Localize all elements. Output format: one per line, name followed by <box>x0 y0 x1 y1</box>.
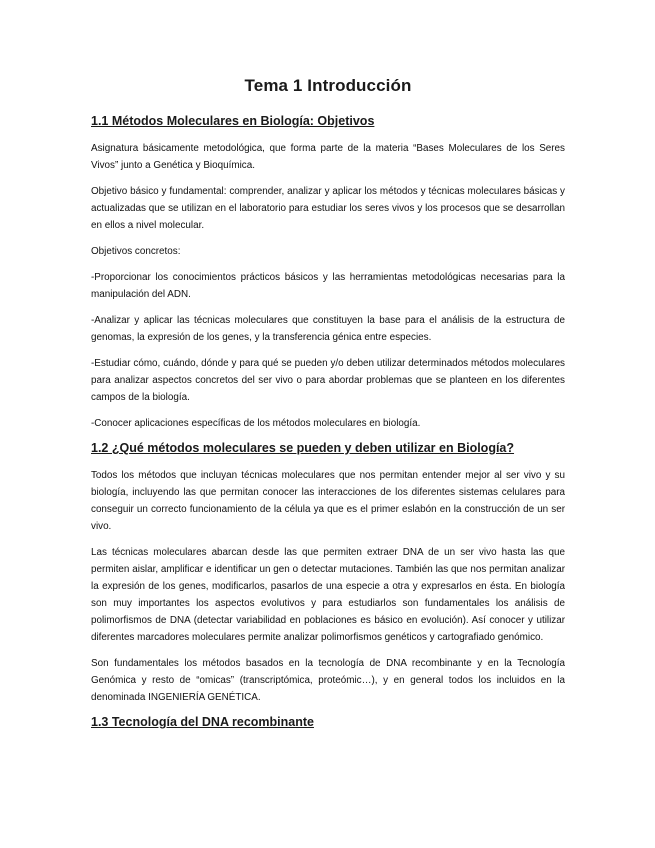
paragraph: Todos los métodos que incluyan técnicas moleculares que nos permitan entender mejor al ser vivo y su biología, incluyendo las que permitan conocer las interacciones de los diferentes sistemas celulares para conseguir un correcto funcionamiento de la célula ya que es el primer eslabón en la construcción de un ser vivo. <box>91 470 565 532</box>
paragraph: Asignatura básicamente metodológica, que forma parte de la materia “Bases Moleculares de los Seres Vivos” junto a Genética y Bioquímica. <box>91 143 565 171</box>
paragraph: Objetivos concretos: <box>91 246 181 257</box>
section-heading: 1.2 ¿Qué métodos moleculares se pueden y deben utilizar en Biología? <box>91 441 515 455</box>
paragraph: -Proporcionar los conocimientos prácticos básicos y las herramientas metodológicas necesarias para la manipulación del ADN. <box>91 272 565 300</box>
paragraph: -Analizar y aplicar las técnicas moleculares que constituyen la base para el análisis de la estructura de genomas, la expresión de los genes, y la transferencia génica entre especies. <box>91 315 565 343</box>
paragraph: -Conocer aplicaciones específicas de los métodos moleculares en biología. <box>91 418 421 429</box>
section-3 <box>91 715 565 729</box>
paragraph: -Estudiar cómo, cuándo, dónde y para qué se pueden y/o deben utilizar determinados métodos moleculares para analizar aspectos concretos del ser vivo o para abordar problemas que se planteen en los diferentes campos de la biología. <box>91 358 565 403</box>
section-1 <box>91 114 565 432</box>
document-title: Tema 1 Introducción <box>244 76 412 95</box>
section-heading: 1.3 Tecnología del DNA recombinante <box>91 715 314 729</box>
section-heading: 1.1 Métodos Moleculares en Biología: Objetivos <box>91 114 375 128</box>
paragraph: Objetivo básico y fundamental: comprender, analizar y aplicar los métodos y técnicas moleculares básicas y actualizadas que se utilizan en el laboratorio para estudiar los seres vivos y los procesos que se desarrollan en ellos a nivel molecular. <box>91 186 565 231</box>
paragraph: Las técnicas moleculares abarcan desde las que permiten extraer DNA de un ser vivo hasta las que permiten aislar, amplificar e identificar un gen o detectar mutaciones. También las que nos permitan analizar la expresión de los genes, modificarlos, pasarlos de una especie a otra y expresarlos en ésta. En biología son muy importantes los aspectos evolutivos y para estudiarlos son fundamentales los análisis de polimorfismos de DNA (detectar variabilidad en poblaciones es básico en evolución). Así conocer y utilizar diferentes marcadores moleculares permite analizar polimorfismos genéticos y cartografiado genómico. <box>91 547 565 643</box>
paragraph: Son fundamentales los métodos basados en la tecnología de DNA recombinante y en la Tecnología Genómica y resto de “omicas” (transcriptómica, proteómic…), y en general todos los incluidos en la denominada INGENIERÍA GENÉTICA. <box>91 658 565 703</box>
section-2 <box>91 441 565 706</box>
